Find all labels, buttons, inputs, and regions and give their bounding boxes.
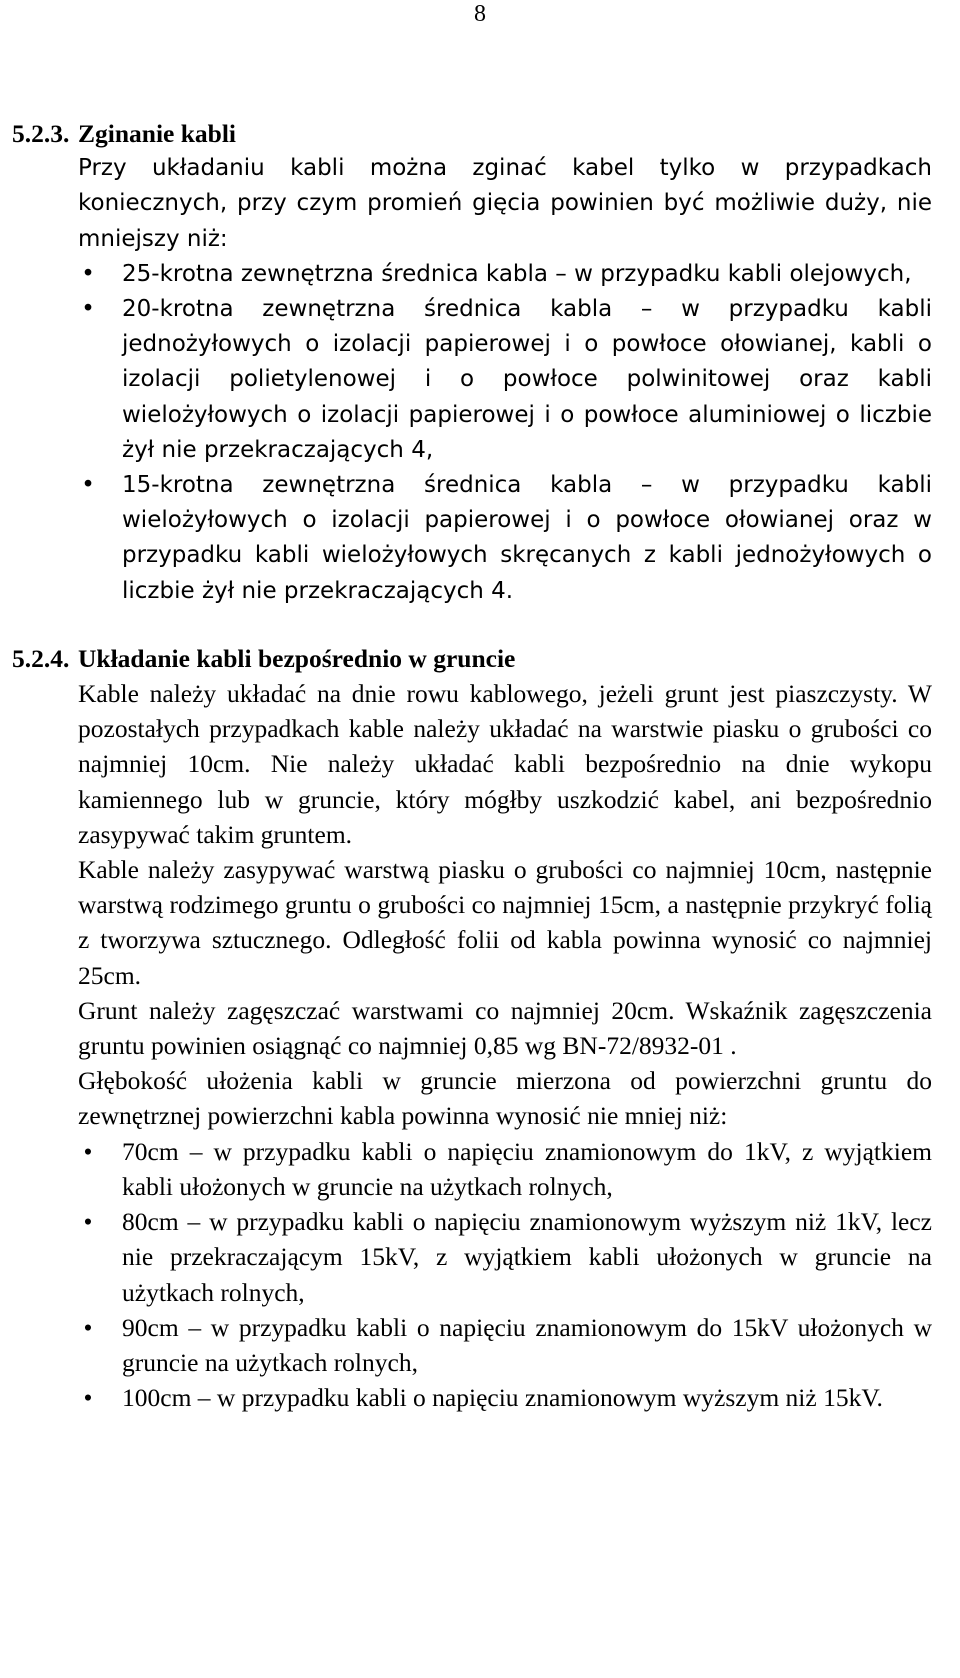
section-intro: Przy układaniu kabli można zginać kabel tylko w przypadkach koniecznych, przy czym promień gięcia powinien być możliwie duży, nie mniejszy niż: (78, 155, 932, 252)
section-spacer (12, 609, 932, 641)
section-zginanie-kabli (12, 116, 932, 609)
section-heading (12, 116, 932, 151)
paragraph: Kable należy układać na dnie rowu kablowego, jeżeli grunt jest piaszczysty. W pozostałych przypadkach kable należy układać na warstwie piasku o grubości co najmniej 10cm. Nie należy układać kabli bezpośrednio na dnie wykopu kamiennego lub w gruncie, który mógłby uszkodzić kabel, ani bezpośrednio zasypywać takim gruntem. (78, 679, 932, 849)
paragraph: Grunt należy zagęszczać warstwami co najmniej 20cm. Wskaźnik zagęszczenia gruntu powinien osiągnąć co najmniej 0,85 wg BN-72/8932-01 . (78, 995, 932, 1061)
list-item-text: 70cm – w przypadku kabli o napięciu znamionowym do 1kV, z wyjątkiem kabli ułożonych w gruncie na użytkach rolnych, (122, 1136, 932, 1201)
list-item-text: 90cm – w przypadku kabli o napięciu znamionowym do 15kV ułożonych w gruncie na użytkach rolnych, (122, 1312, 932, 1377)
bullet-icon: • (83, 1136, 93, 1166)
bullet-icon: • (83, 1312, 93, 1342)
section-title: Zginanie kabli (78, 119, 237, 148)
list-item-text: 80cm – w przypadku kabli o napięciu znamionowym wyższym niż 1kV, lecz nie przekraczającym 15kV, z wyjątkiem kabli ułożonych w gruncie na użytkach rolnych, (122, 1207, 932, 1307)
section-number: 5.2.4. (12, 643, 70, 673)
bullet-icon: • (81, 260, 95, 287)
list-item (78, 1310, 932, 1380)
list-item (78, 1134, 932, 1204)
list-item-text: 25-krotna zewnętrzna średnica kabla – w przypadku kabli olejowych, (122, 260, 912, 287)
page-number: 8 (474, 1, 486, 27)
list-item (78, 1380, 932, 1415)
list-item-text: 20-krotna zewnętrzna średnica kabla – w przypadku kabli jednożyłowych o izolacji papierowej i o powłoce ołowianej, kabli o izolacji polietylenowej i o powłoce polwinitowej oraz kabli wielożyłowych o izolacji papierowej i o powłoce aluminiowej o liczbie żył nie przekraczających 4, (122, 296, 932, 463)
bullet-list (12, 257, 932, 609)
paragraph: Kable należy zasypywać warstwą piasku o grubości co najmniej 10cm, następnie warstwą rodzimego gruntu o grubości co najmniej 15cm, a następnie przykryć folią z tworzywa sztucznego. Odległość folii od kabla powinna wynosić co najmniej 25cm. (78, 855, 932, 990)
bullet-icon: • (83, 1207, 93, 1237)
document-body (12, 116, 932, 1415)
section-heading (12, 641, 932, 676)
bullet-icon: • (81, 472, 95, 499)
list-item-text: 15-krotna zewnętrzna średnica kabla – w przypadku kabli wielożyłowych o izolacji papierowej i o powłoce ołowianej oraz w przypadku kabli wielożyłowych skręcanych z kabli jednożyłowych o liczbie żył nie przekraczających 4. (122, 472, 932, 604)
bullet-list (12, 1134, 932, 1416)
bullet-icon: • (83, 1383, 93, 1413)
bullet-icon: • (81, 296, 95, 323)
list-item (78, 1204, 932, 1310)
section-title: Układanie kabli bezpośrednio w gruncie (78, 643, 516, 673)
paragraph: Głębokość ułożenia kabli w gruncie mierzona od powierzchni gruntu do zewnętrznej powierzchni kabla powinna wynosić nie mniej niż: (78, 1066, 932, 1131)
section-number: 5.2.3. (12, 119, 70, 148)
list-item (78, 257, 932, 292)
list-item-text: 100cm – w przypadku kabli o napięciu znamionowym wyższym niż 15kV. (122, 1383, 883, 1413)
list-item (78, 468, 932, 609)
list-item (78, 292, 932, 468)
section-ukladanie-kabli (12, 641, 932, 1415)
